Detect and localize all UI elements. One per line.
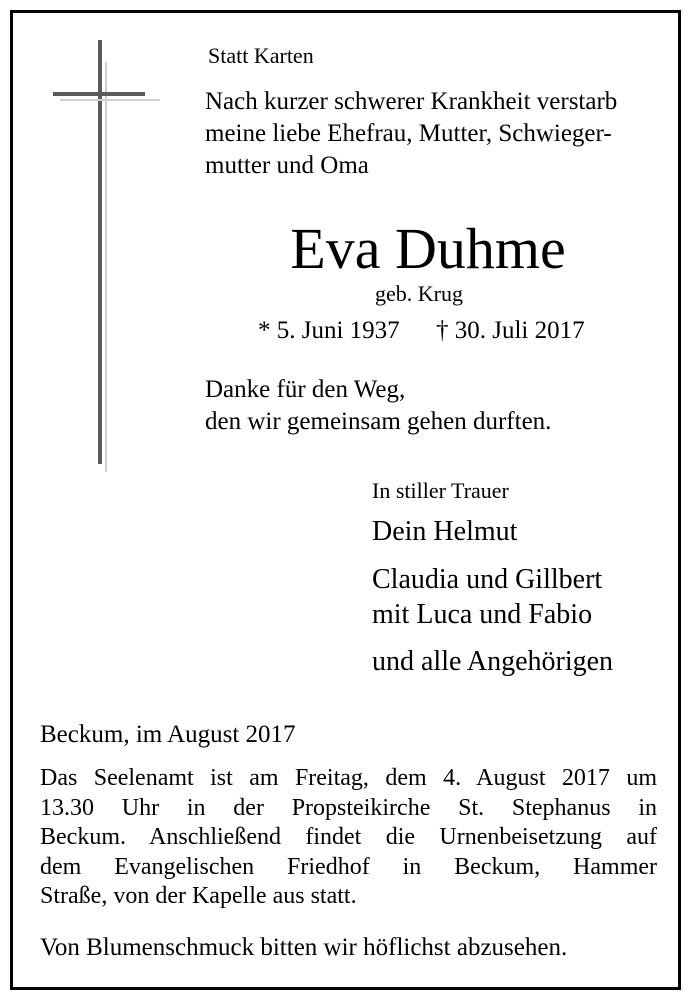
service-paragraph bbox=[40, 764, 657, 912]
intro-line: meine liebe Ehefrau, Mutter, Schwieger- bbox=[205, 120, 612, 147]
intro-line: Nach kurzer schwerer Krankheit verstarb bbox=[205, 88, 618, 115]
statt-karten: Statt Karten bbox=[208, 43, 314, 68]
mourner-name: Claudia und Gillbert bbox=[372, 564, 603, 595]
service-line: Straße, von der Kapelle aus statt. bbox=[40, 883, 357, 909]
mourner-name: Dein Helmut bbox=[372, 516, 518, 547]
flowers-note: Von Blumenschmuck bitten wir höflichst abzusehen. bbox=[40, 934, 568, 961]
service-line: dem Evangelischen Friedhof in Beckum, Hammer bbox=[40, 853, 657, 880]
service-line: Beckum. Anschließend findet die Urnenbeisetzung auf bbox=[40, 824, 657, 850]
maiden-name: geb. Krug bbox=[375, 281, 463, 306]
quote-line: Danke für den Weg, bbox=[205, 376, 406, 403]
place-date: Beckum, im August 2017 bbox=[40, 721, 296, 748]
death-date: † 30. Juli 2017 bbox=[436, 317, 585, 344]
mourner-name: und alle Angehörigen bbox=[372, 646, 614, 677]
quote-line: den wir gemeinsam gehen durften. bbox=[205, 408, 552, 435]
mourning-intro: In stiller Trauer bbox=[372, 478, 509, 503]
birth-date: * 5. Juni 1937 bbox=[258, 317, 400, 344]
service-line: Das Seelenamt ist am Freitag, dem 4. August 2017 um bbox=[40, 765, 657, 791]
deceased-name: Eva Duhme bbox=[290, 216, 566, 281]
service-line: 13.30 Uhr in der Propsteikirche St. Stephanus in bbox=[40, 794, 657, 821]
intro-line: mutter und Oma bbox=[205, 152, 369, 179]
mourner-name: mit Luca und Fabio bbox=[372, 599, 593, 630]
